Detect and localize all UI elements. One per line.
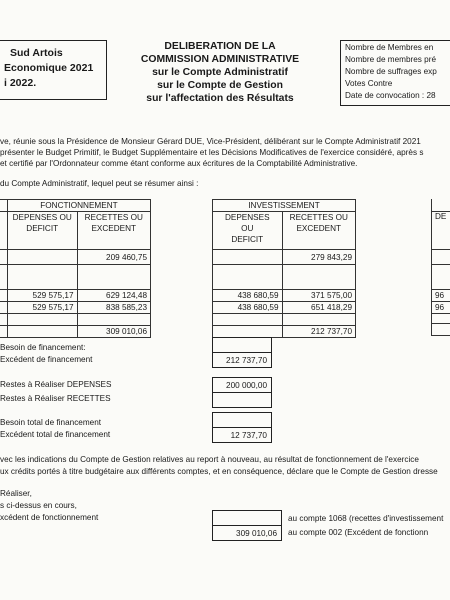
table-cell	[282, 265, 355, 290]
table-cell	[77, 314, 151, 326]
intro-line-4: du Compte Administratif, lequel peut se résumer ainsi :	[0, 179, 199, 188]
table-cell	[432, 313, 450, 323]
affectation-002-value: 309 010,06	[212, 525, 282, 541]
table-cell	[7, 314, 77, 326]
fonct-title: FONCTIONNEMENT	[7, 200, 150, 212]
ensemble-header: DE	[432, 211, 450, 249]
table-cell	[7, 326, 77, 338]
table-cell: 209 460,75	[77, 250, 151, 265]
rar-depenses-value: 200 000,00	[212, 377, 272, 393]
members-total: Nombre de Membres en	[345, 43, 434, 52]
table-cell: 309 010,06	[77, 326, 151, 338]
table-cell	[213, 250, 283, 265]
compte-002-label: au compte 002 (Excédent de fonctionn	[288, 528, 429, 537]
rar-recettes-label: Restes à Réaliser RECETTES	[0, 394, 111, 403]
table-cell	[213, 326, 283, 338]
title-line-2: COMMISSION ADMINISTRATIVE	[140, 54, 300, 65]
title-line-1: DELIBERATION DE LA	[164, 41, 276, 52]
besoin-total-label: Besoin total de financement	[0, 418, 102, 427]
intro-line-3: et certifié par l'Ordonnateur comme étant conforme aux écritures de la Comptabilité Administrative.	[0, 159, 358, 168]
invest-depenses-header: DEPENSES OU DEFICIT	[213, 212, 283, 250]
votes-line: Votes Contre	[345, 79, 393, 88]
table-cell	[432, 323, 450, 335]
conclusion-line-4: s ci-dessus en cours,	[0, 501, 77, 510]
fonct-depenses-header: DEPENSES OU DEFICIT	[7, 212, 77, 250]
convocation-date: Date de convocation : 28	[345, 91, 436, 100]
title-line-3: sur le Compte Administratif	[152, 67, 288, 78]
invest-title: INVESTISSEMENT	[213, 200, 356, 212]
excedent-total-value: 12 737,70	[212, 427, 272, 443]
table-cell	[213, 265, 283, 290]
table-cell	[432, 249, 450, 264]
table-cell	[282, 314, 355, 326]
intro-line-1: ve, réunie sous la Présidence de Monsieur Gérard DUE, Vice-Président, délibérant sur le Compte Administratif 2021	[0, 137, 421, 146]
table-cell: 438 680,59	[213, 302, 283, 314]
header-left-line-1: Sud Artois	[10, 47, 63, 59]
conclusion-line-3: Réaliser,	[0, 489, 32, 498]
conclusion-line-5: xcédent de fonctionnement	[0, 513, 99, 522]
table-fonctionnement	[0, 199, 151, 338]
table-cell	[432, 264, 450, 289]
excedent-financement-value: 212 737,70	[212, 352, 272, 368]
conclusion-line-1: vec les indications du Compte de Gestion relatives au report à nouveau, au résultat de fonctionnement de l'exercice	[0, 455, 419, 464]
excedent-total-label: Excédent total de financement	[0, 430, 111, 439]
suffrages-exprimes: Nombre de suffrages exp	[345, 67, 437, 76]
table-cell: 96	[432, 289, 450, 301]
besoin-total-value	[212, 412, 272, 428]
table-investissement	[212, 199, 356, 338]
invest-recettes-header: RECETTES OU EXCEDENT	[282, 212, 355, 250]
excedent-financement-label: Excédent de financement	[0, 355, 93, 364]
besoin-financement-value	[212, 337, 272, 353]
table-cell: 529 575,17	[7, 302, 77, 314]
rar-depenses-label: Restes à Réaliser DEPENSES	[0, 380, 112, 389]
header-left-line-2: Economique 2021	[4, 62, 94, 74]
table-cell: 438 680,59	[213, 290, 283, 302]
table-cell: 279 843,29	[282, 250, 355, 265]
table-cell: 371 575,00	[282, 290, 355, 302]
members-present: Nombre de membres pré	[345, 55, 437, 64]
header-left-line-3: i 2022.	[4, 77, 37, 89]
table-cell: 629 124,48	[77, 290, 151, 302]
table-cell: 96	[432, 301, 450, 313]
rar-recettes-value	[212, 392, 272, 408]
table-cell	[7, 250, 77, 265]
table-cell: 838 585,23	[77, 302, 151, 314]
compte-1068-label: au compte 1068 (recettes d'investissement	[288, 514, 444, 523]
table-cell: 529 575,17	[7, 290, 77, 302]
document-title	[120, 40, 320, 105]
intro-line-2: présenter le Budget Primitif, le Budget Supplémentaire et les Décisions Modificatives de l'exercice considéré, après s	[0, 148, 424, 157]
table-cell	[7, 265, 77, 290]
table-cell	[77, 265, 151, 290]
table-cell	[213, 314, 283, 326]
table-ensemble	[431, 199, 450, 336]
besoin-financement-label: Besoin de financement:	[0, 343, 86, 352]
title-line-4: sur le Compte de Gestion	[157, 80, 283, 91]
affectation-1068-value	[212, 510, 282, 526]
table-cell: 212 737,70	[282, 326, 355, 338]
conclusion-line-2: ux crédits portés à titre budgétaire aux différents comptes, et en conséquence, déclare que le Compte de Gestion dresse	[0, 467, 438, 476]
title-line-5: sur l'affectation des Résultats	[146, 93, 294, 104]
fonct-recettes-header: RECETTES OU EXCEDENT	[77, 212, 151, 250]
table-cell: 651 418,29	[282, 302, 355, 314]
